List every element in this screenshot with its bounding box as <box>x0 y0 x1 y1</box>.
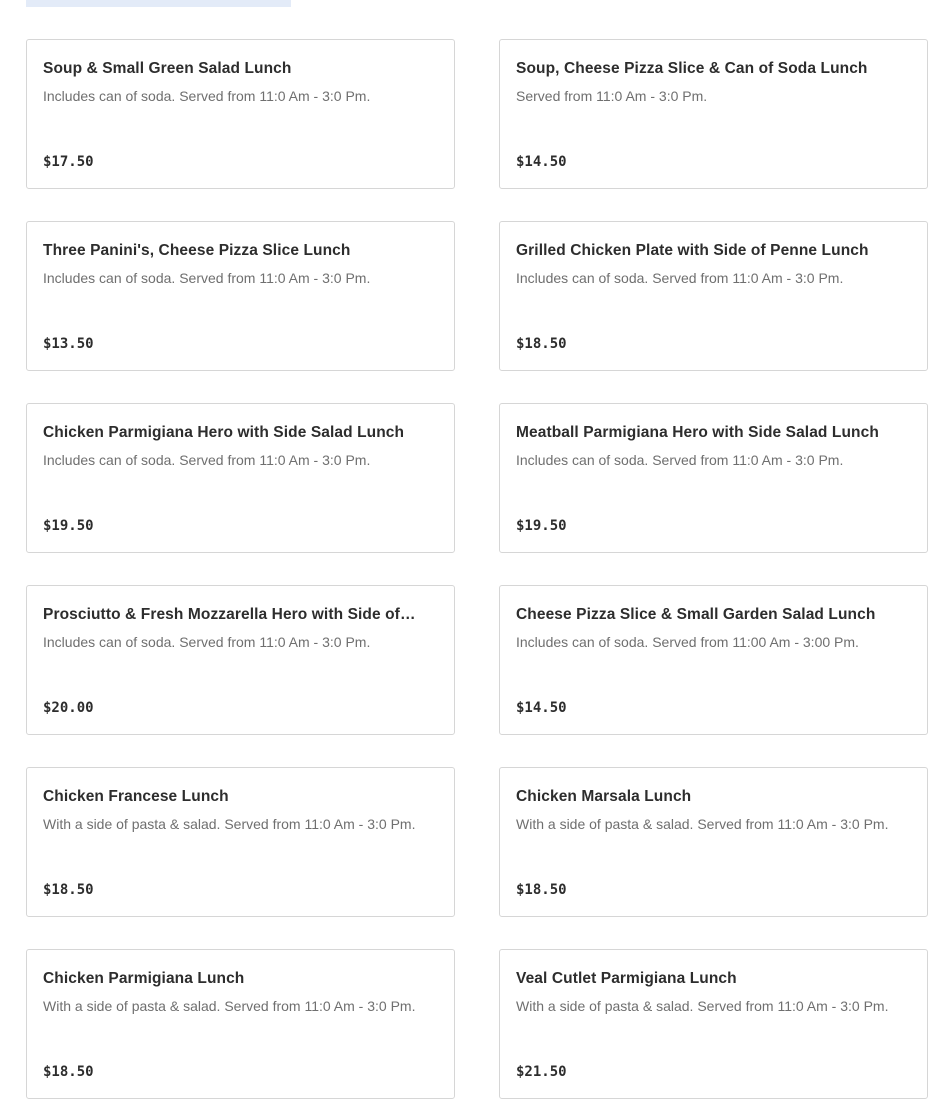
menu-item-description: Includes can of soda. Served from 11:0 Am - 3:0 Pm. <box>43 270 371 286</box>
menu-item-description: Served from 11:0 Am - 3:0 Pm. <box>516 88 708 104</box>
menu-item-price: $13.50 <box>43 336 94 352</box>
menu-item-card[interactable] <box>499 39 928 189</box>
menu-item-description: Includes can of soda. Served from 11:0 Am - 3:0 Pm. <box>43 88 371 104</box>
menu-item-name: Soup & Small Green Salad Lunch <box>43 60 292 77</box>
menu-item-card[interactable] <box>499 403 928 553</box>
menu-item-name: Meatball Parmigiana Hero with Side Salad Lunch <box>516 424 879 441</box>
menu-item-card[interactable] <box>26 39 455 189</box>
menu-item-description: With a side of pasta & salad. Served from 11:0 Am - 3:0 Pm. <box>43 816 416 832</box>
menu-item-description: With a side of pasta & salad. Served from 11:0 Am - 3:0 Pm. <box>516 816 889 832</box>
menu-item-description: Includes can of soda. Served from 11:0 Am - 3:0 Pm. <box>43 452 371 468</box>
menu-item-price: $21.50 <box>516 1064 567 1080</box>
menu-item-description: Includes can of soda. Served from 11:00 Am - 3:00 Pm. <box>516 634 859 650</box>
menu-item-description: Includes can of soda. Served from 11:0 Am - 3:0 Pm. <box>516 452 844 468</box>
menu-item-card[interactable] <box>26 585 455 735</box>
menu-item-name: Prosciutto & Fresh Mozzarella Hero with Side of… <box>43 606 416 623</box>
menu-item-name: Grilled Chicken Plate with Side of Penne Lunch <box>516 242 869 259</box>
menu-item-card[interactable] <box>499 767 928 917</box>
menu-item-name: Cheese Pizza Slice & Small Garden Salad Lunch <box>516 606 876 623</box>
menu-item-card[interactable] <box>26 949 455 1099</box>
menu-item-price: $19.50 <box>43 518 94 534</box>
menu-item-price: $20.00 <box>43 700 94 716</box>
menu-item-card[interactable] <box>26 767 455 917</box>
menu-item-card[interactable] <box>499 221 928 371</box>
menu-item-price: $19.50 <box>516 518 567 534</box>
menu-item-description: With a side of pasta & salad. Served from 11:0 Am - 3:0 Pm. <box>516 998 889 1014</box>
menu-item-grid <box>26 39 928 1099</box>
menu-item-name: Chicken Marsala Lunch <box>516 788 692 805</box>
menu-item-name: Veal Cutlet Parmigiana Lunch <box>516 970 737 987</box>
menu-item-price: $18.50 <box>516 882 567 898</box>
menu-item-price: $18.50 <box>43 1064 94 1080</box>
menu-item-description: Includes can of soda. Served from 11:0 Am - 3:0 Pm. <box>516 270 844 286</box>
menu-item-description: Includes can of soda. Served from 11:0 Am - 3:0 Pm. <box>43 634 371 650</box>
menu-item-card[interactable] <box>499 949 928 1099</box>
menu-item-card[interactable] <box>499 585 928 735</box>
menu-item-price: $17.50 <box>43 154 94 170</box>
category-tab-indicator <box>26 0 291 7</box>
menu-item-name: Soup, Cheese Pizza Slice & Can of Soda Lunch <box>516 60 868 77</box>
menu-item-price: $18.50 <box>43 882 94 898</box>
menu-item-price: $14.50 <box>516 700 567 716</box>
menu-item-card[interactable] <box>26 221 455 371</box>
menu-item-price: $14.50 <box>516 154 567 170</box>
menu-item-description: With a side of pasta & salad. Served from 11:0 Am - 3:0 Pm. <box>43 998 416 1014</box>
menu-item-name: Chicken Parmigiana Hero with Side Salad Lunch <box>43 424 405 441</box>
menu-item-name: Chicken Francese Lunch <box>43 788 229 805</box>
menu-item-card[interactable] <box>26 403 455 553</box>
menu-item-name: Chicken Parmigiana Lunch <box>43 970 245 987</box>
menu-item-price: $18.50 <box>516 336 567 352</box>
menu-item-name: Three Panini's, Cheese Pizza Slice Lunch <box>43 242 351 259</box>
